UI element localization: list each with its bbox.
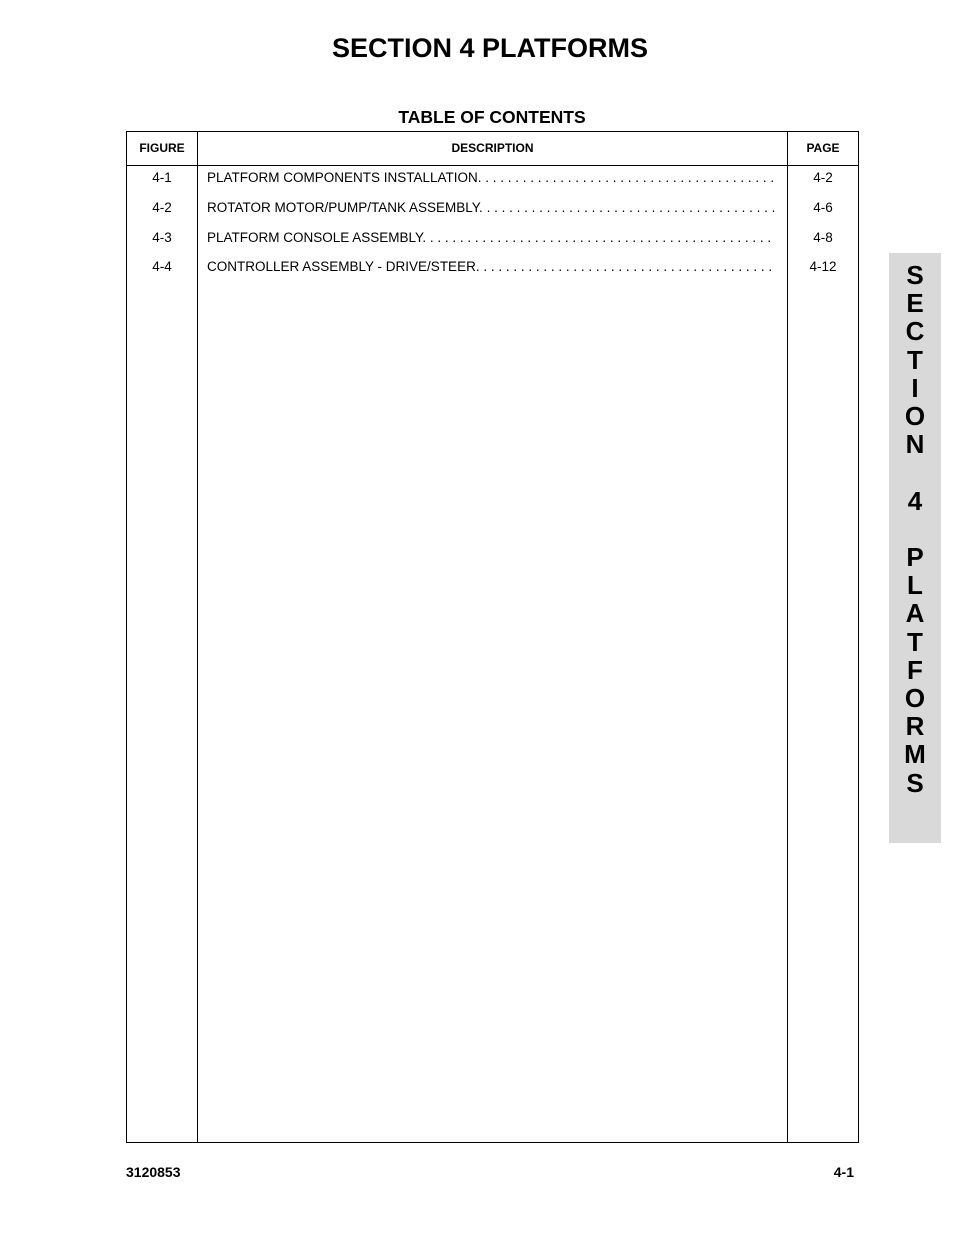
page-number: 4-2 xyxy=(813,170,833,185)
section-side-tab xyxy=(889,253,941,843)
page-number: 4-6 xyxy=(813,199,833,215)
figure-number: 4-3 xyxy=(152,229,172,245)
table-row[interactable] xyxy=(127,259,858,289)
figure-number: 4-2 xyxy=(152,199,172,215)
toc-title: TABLE OF CONTENTS xyxy=(398,107,586,127)
page-title: SECTION 4 PLATFORMS xyxy=(331,33,648,63)
figure-description: PLATFORM COMPONENTS INSTALLATION. . . . xyxy=(207,170,775,185)
table-row[interactable] xyxy=(127,230,858,260)
footer-page-number: 4-1 xyxy=(833,1164,854,1180)
header-page: PAGE xyxy=(806,141,840,155)
table-header-row xyxy=(127,132,858,166)
document-number: 3120853 xyxy=(126,1164,181,1180)
table-row[interactable] xyxy=(127,200,858,230)
toc-table xyxy=(126,131,859,1143)
figure-description: PLATFORM CONSOLE ASSEMBLY. . . . xyxy=(207,230,775,245)
figure-description: ROTATOR MOTOR/PUMP/TANK ASSEMBLY. . . . xyxy=(207,200,775,215)
page-number: 4-8 xyxy=(813,229,833,245)
figure-number: 4-4 xyxy=(152,259,172,275)
header-figure: FIGURE xyxy=(139,141,185,155)
page-number: 4-12 xyxy=(809,259,837,275)
figure-description: CONTROLLER ASSEMBLY - DRIVE/STEER. . . . xyxy=(207,259,775,274)
side-tab-label: S E C T I O N 4 P L A T F O R M S xyxy=(904,260,926,798)
header-description: DESCRIPTION xyxy=(451,141,534,155)
figure-number: 4-1 xyxy=(152,170,172,185)
toc-rows xyxy=(127,170,858,289)
table-row[interactable] xyxy=(127,170,858,200)
